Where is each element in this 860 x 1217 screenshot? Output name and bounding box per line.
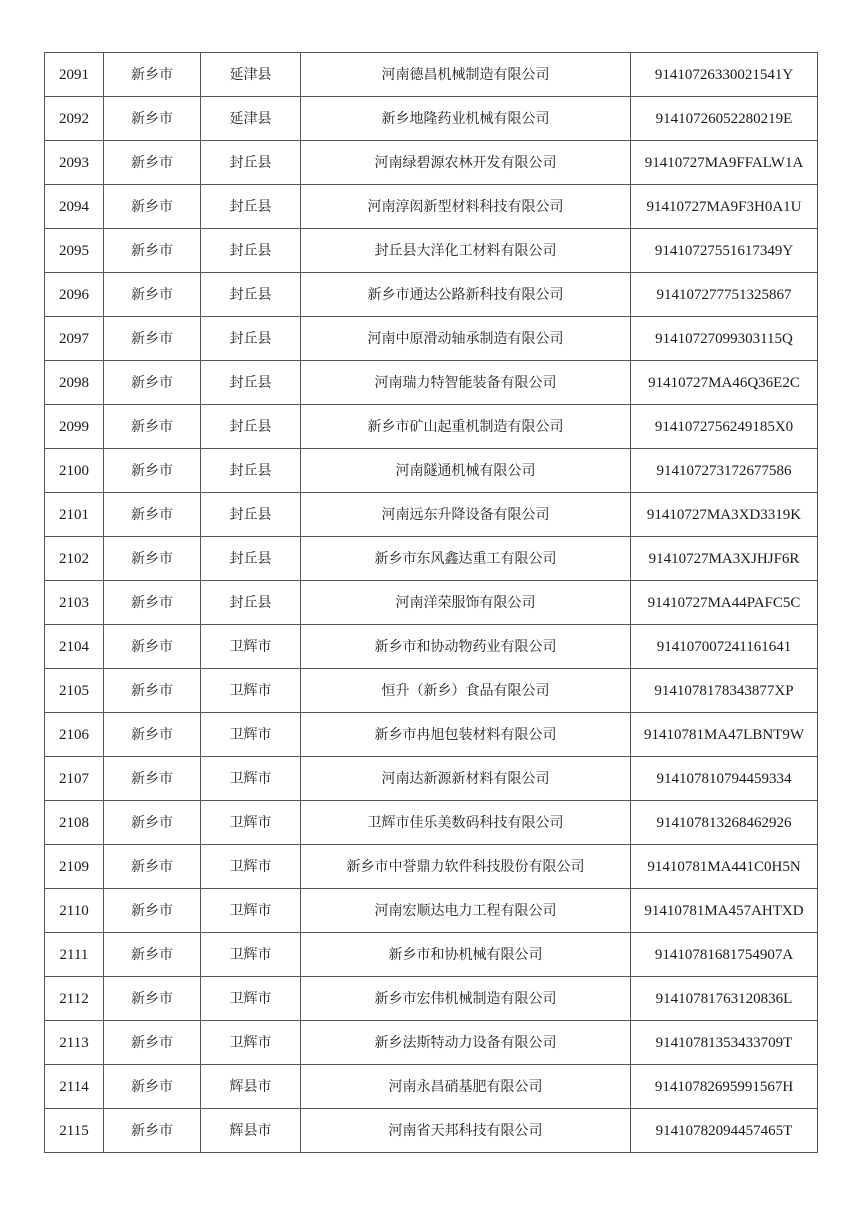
row-number: 2094 <box>45 185 104 229</box>
company-name-cell: 新乡市和协机械有限公司 <box>301 933 631 977</box>
company-name-cell: 新乡市东风鑫达重工有限公司 <box>301 537 631 581</box>
city-cell: 新乡市 <box>104 845 201 889</box>
table-row <box>45 449 818 493</box>
county-cell: 延津县 <box>201 53 301 97</box>
county-cell: 封丘县 <box>201 537 301 581</box>
row-number: 2112 <box>45 977 104 1021</box>
table-row <box>45 537 818 581</box>
row-number: 2104 <box>45 625 104 669</box>
table-row <box>45 1065 818 1109</box>
row-number: 2107 <box>45 757 104 801</box>
row-number: 2099 <box>45 405 104 449</box>
city-cell: 新乡市 <box>104 1109 201 1153</box>
city-cell: 新乡市 <box>104 317 201 361</box>
credit-code-cell: 91410781763120836L <box>631 977 818 1021</box>
city-cell: 新乡市 <box>104 801 201 845</box>
company-name-cell: 新乡市和协动物药业有限公司 <box>301 625 631 669</box>
company-name-cell: 恒升（新乡）食品有限公司 <box>301 669 631 713</box>
city-cell: 新乡市 <box>104 273 201 317</box>
credit-code-cell: 914107277751325867 <box>631 273 818 317</box>
city-cell: 新乡市 <box>104 141 201 185</box>
company-name-cell: 河南瑞力特智能装备有限公司 <box>301 361 631 405</box>
table-row <box>45 977 818 1021</box>
city-cell: 新乡市 <box>104 669 201 713</box>
row-number: 2111 <box>45 933 104 977</box>
city-cell: 新乡市 <box>104 405 201 449</box>
county-cell: 封丘县 <box>201 317 301 361</box>
table-row <box>45 669 818 713</box>
company-name-cell: 新乡法斯特动力设备有限公司 <box>301 1021 631 1065</box>
company-name-cell: 新乡市通达公路新科技有限公司 <box>301 273 631 317</box>
county-cell: 卫辉市 <box>201 889 301 933</box>
credit-code-cell: 91410727MA9F3H0A1U <box>631 185 818 229</box>
city-cell: 新乡市 <box>104 449 201 493</box>
city-cell: 新乡市 <box>104 889 201 933</box>
table-body <box>45 53 818 1153</box>
credit-code-cell: 91410781353433709T <box>631 1021 818 1065</box>
row-number: 2115 <box>45 1109 104 1153</box>
credit-code-cell: 914107007241161641 <box>631 625 818 669</box>
company-name-cell: 河南远东升降设备有限公司 <box>301 493 631 537</box>
table-row <box>45 97 818 141</box>
city-cell: 新乡市 <box>104 1021 201 1065</box>
row-number: 2101 <box>45 493 104 537</box>
row-number: 2098 <box>45 361 104 405</box>
row-number: 2100 <box>45 449 104 493</box>
row-number: 2114 <box>45 1065 104 1109</box>
company-name-cell: 卫辉市佳乐美数码科技有限公司 <box>301 801 631 845</box>
row-number: 2091 <box>45 53 104 97</box>
table-row <box>45 405 818 449</box>
county-cell: 卫辉市 <box>201 933 301 977</box>
county-cell: 封丘县 <box>201 581 301 625</box>
table-row <box>45 581 818 625</box>
county-cell: 卫辉市 <box>201 713 301 757</box>
credit-code-cell: 91410727099303115Q <box>631 317 818 361</box>
credit-code-cell: 9141072756249185X0 <box>631 405 818 449</box>
city-cell: 新乡市 <box>104 361 201 405</box>
city-cell: 新乡市 <box>104 537 201 581</box>
credit-code-cell: 91410726052280219E <box>631 97 818 141</box>
city-cell: 新乡市 <box>104 1065 201 1109</box>
city-cell: 新乡市 <box>104 53 201 97</box>
table-row <box>45 1021 818 1065</box>
table-row <box>45 625 818 669</box>
row-number: 2109 <box>45 845 104 889</box>
credit-code-cell: 91410727MA3XJHJF6R <box>631 537 818 581</box>
city-cell: 新乡市 <box>104 185 201 229</box>
row-number: 2102 <box>45 537 104 581</box>
table-row <box>45 889 818 933</box>
table-row <box>45 933 818 977</box>
credit-code-cell: 914107810794459334 <box>631 757 818 801</box>
row-number: 2093 <box>45 141 104 185</box>
county-cell: 卫辉市 <box>201 801 301 845</box>
credit-code-cell: 91410726330021541Y <box>631 53 818 97</box>
credit-code-cell: 91410727MA44PAFC5C <box>631 581 818 625</box>
county-cell: 卫辉市 <box>201 669 301 713</box>
city-cell: 新乡市 <box>104 229 201 273</box>
company-name-cell: 河南德昌机械制造有限公司 <box>301 53 631 97</box>
city-cell: 新乡市 <box>104 933 201 977</box>
county-cell: 卫辉市 <box>201 845 301 889</box>
row-number: 2095 <box>45 229 104 273</box>
table-row <box>45 141 818 185</box>
credit-code-cell: 91410727MA3XD3319K <box>631 493 818 537</box>
county-cell: 延津县 <box>201 97 301 141</box>
county-cell: 封丘县 <box>201 273 301 317</box>
credit-code-cell: 91410781MA441C0H5N <box>631 845 818 889</box>
row-number: 2105 <box>45 669 104 713</box>
company-name-cell: 河南洋荣服饰有限公司 <box>301 581 631 625</box>
county-cell: 封丘县 <box>201 185 301 229</box>
table-row <box>45 757 818 801</box>
row-number: 2092 <box>45 97 104 141</box>
credit-code-cell: 914107273172677586 <box>631 449 818 493</box>
company-name-cell: 封丘县大洋化工材料有限公司 <box>301 229 631 273</box>
row-number: 2096 <box>45 273 104 317</box>
row-number: 2106 <box>45 713 104 757</box>
county-cell: 封丘县 <box>201 141 301 185</box>
county-cell: 卫辉市 <box>201 757 301 801</box>
city-cell: 新乡市 <box>104 625 201 669</box>
credit-code-cell: 91410727MA9FFALW1A <box>631 141 818 185</box>
county-cell: 卫辉市 <box>201 625 301 669</box>
row-number: 2113 <box>45 1021 104 1065</box>
credit-code-cell: 91410781MA457AHTXD <box>631 889 818 933</box>
city-cell: 新乡市 <box>104 493 201 537</box>
credit-code-cell: 91410781681754907A <box>631 933 818 977</box>
company-name-cell: 河南永昌硝基肥有限公司 <box>301 1065 631 1109</box>
table-row <box>45 53 818 97</box>
company-name-cell: 河南达新源新材料有限公司 <box>301 757 631 801</box>
enterprise-table <box>44 52 818 1153</box>
company-name-cell: 新乡地隆药业机械有限公司 <box>301 97 631 141</box>
table-row <box>45 493 818 537</box>
credit-code-cell: 91410782695991567H <box>631 1065 818 1109</box>
company-name-cell: 新乡市中誉鼎力软件科技股份有限公司 <box>301 845 631 889</box>
table-row <box>45 185 818 229</box>
row-number: 2110 <box>45 889 104 933</box>
credit-code-cell: 91410781MA47LBNT9W <box>631 713 818 757</box>
credit-code-cell: 91410727551617349Y <box>631 229 818 273</box>
city-cell: 新乡市 <box>104 713 201 757</box>
table-row <box>45 273 818 317</box>
credit-code-cell: 9141078178343877XP <box>631 669 818 713</box>
county-cell: 封丘县 <box>201 229 301 273</box>
credit-code-cell: 91410782094457465T <box>631 1109 818 1153</box>
county-cell: 封丘县 <box>201 405 301 449</box>
company-name-cell: 河南宏顺达电力工程有限公司 <box>301 889 631 933</box>
county-cell: 卫辉市 <box>201 977 301 1021</box>
company-name-cell: 河南淳闳新型材料科技有限公司 <box>301 185 631 229</box>
table-row <box>45 361 818 405</box>
company-name-cell: 河南隧通机械有限公司 <box>301 449 631 493</box>
county-cell: 封丘县 <box>201 493 301 537</box>
table-row <box>45 801 818 845</box>
table-row <box>45 845 818 889</box>
row-number: 2097 <box>45 317 104 361</box>
table-row <box>45 1109 818 1153</box>
row-number: 2108 <box>45 801 104 845</box>
county-cell: 封丘县 <box>201 449 301 493</box>
company-name-cell: 新乡市矿山起重机制造有限公司 <box>301 405 631 449</box>
credit-code-cell: 914107813268462926 <box>631 801 818 845</box>
company-name-cell: 河南省天邦科技有限公司 <box>301 1109 631 1153</box>
city-cell: 新乡市 <box>104 581 201 625</box>
credit-code-cell: 91410727MA46Q36E2C <box>631 361 818 405</box>
county-cell: 辉县市 <box>201 1065 301 1109</box>
company-name-cell: 新乡市冉旭包装材料有限公司 <box>301 713 631 757</box>
table-row <box>45 317 818 361</box>
company-name-cell: 河南绿碧源农林开发有限公司 <box>301 141 631 185</box>
city-cell: 新乡市 <box>104 97 201 141</box>
company-name-cell: 河南中原滑动轴承制造有限公司 <box>301 317 631 361</box>
city-cell: 新乡市 <box>104 977 201 1021</box>
county-cell: 封丘县 <box>201 361 301 405</box>
company-name-cell: 新乡市宏伟机械制造有限公司 <box>301 977 631 1021</box>
row-number: 2103 <box>45 581 104 625</box>
table-row <box>45 713 818 757</box>
county-cell: 卫辉市 <box>201 1021 301 1065</box>
county-cell: 辉县市 <box>201 1109 301 1153</box>
city-cell: 新乡市 <box>104 757 201 801</box>
table-row <box>45 229 818 273</box>
